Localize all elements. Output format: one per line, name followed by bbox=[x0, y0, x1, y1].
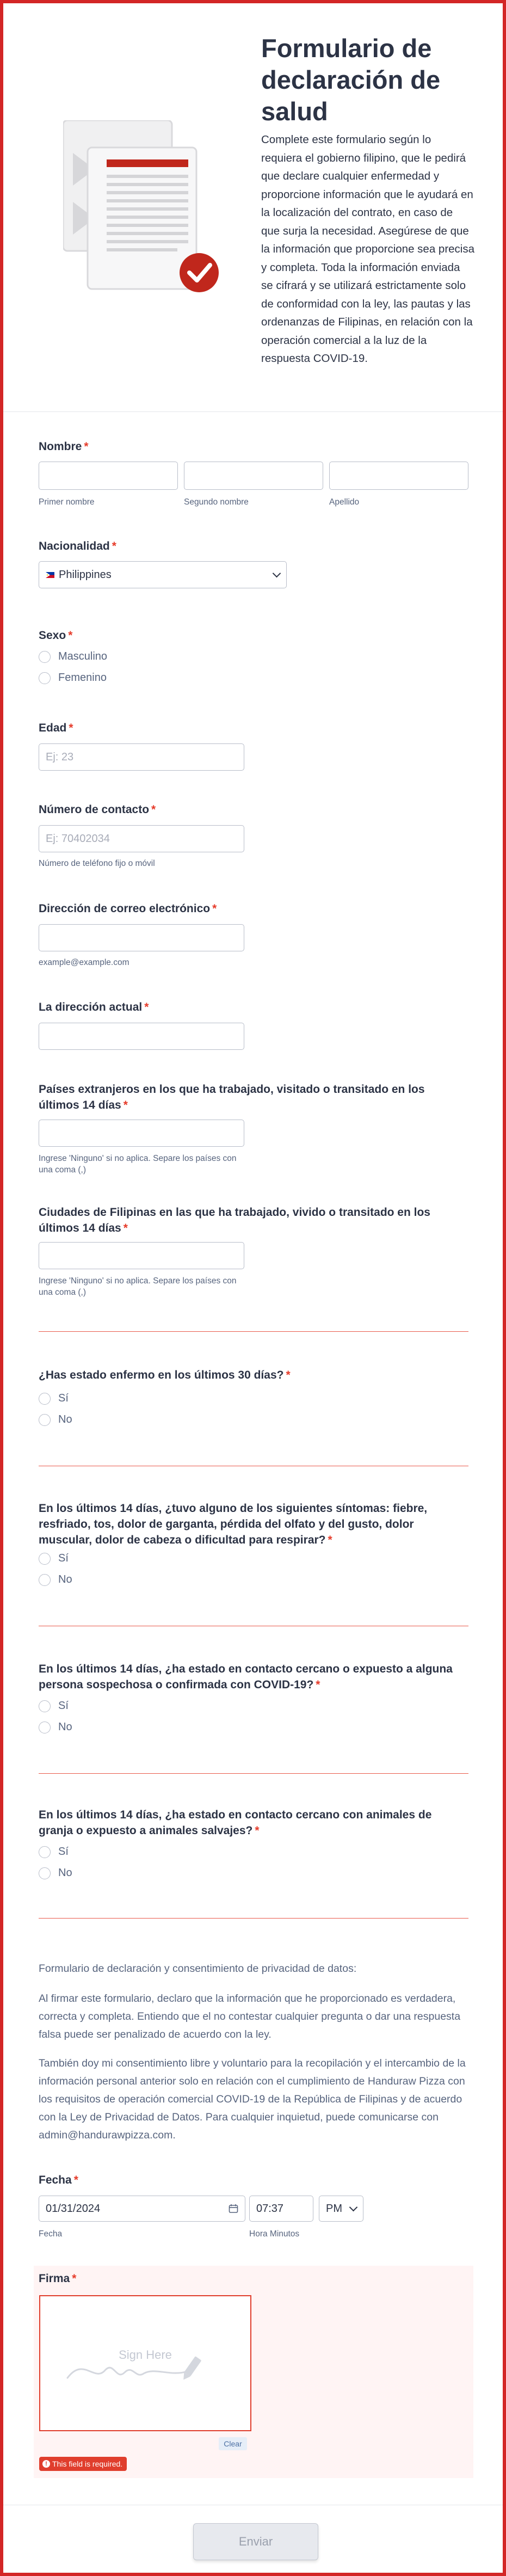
age-label: Edad * bbox=[39, 722, 73, 734]
radio-circle[interactable] bbox=[39, 672, 51, 684]
last-name-input[interactable] bbox=[329, 462, 468, 490]
consent-title: Formulario de declaración y consentimiento de privacidad de datos: bbox=[39, 1963, 357, 1975]
age-input[interactable] bbox=[39, 743, 244, 771]
required-asterisk: * bbox=[84, 440, 89, 453]
address-label: La dirección actual * bbox=[39, 1001, 149, 1013]
last-name-sublabel: Apellido bbox=[329, 497, 360, 507]
symptoms-option-no[interactable]: No bbox=[39, 1573, 72, 1586]
clear-signature-button[interactable]: Clear bbox=[219, 2437, 247, 2450]
radio-circle[interactable] bbox=[39, 1553, 51, 1565]
chevron-down-icon bbox=[349, 2203, 358, 2212]
signature-scribble-icon bbox=[62, 2345, 225, 2389]
signature-pad[interactable] bbox=[39, 2295, 251, 2431]
submit-button[interactable]: Enviar bbox=[193, 2523, 318, 2560]
date-value: 01/31/2024 bbox=[46, 2202, 101, 2215]
signature-label: Firma * bbox=[39, 2272, 77, 2285]
header-text bbox=[261, 33, 474, 368]
time-sublabel: Hora Minutos bbox=[249, 2229, 300, 2239]
radio-circle[interactable] bbox=[39, 1867, 51, 1879]
radio-circle[interactable] bbox=[39, 1846, 51, 1858]
phone-sublabel: Número de teléfono fijo o móvil bbox=[39, 859, 155, 868]
animals-question-label: En los últimos 14 días, ¿ha estado en contacto cercano con animales de granja o expuesto a animales salvajes? * bbox=[39, 1809, 432, 1837]
sick-option-no[interactable]: No bbox=[39, 1413, 72, 1426]
form-title: Formulario de declaración de salud bbox=[261, 34, 441, 126]
symptoms-question-label: En los últimos 14 días, ¿tuvo alguno de los siguientes síntomas: fiebre, resfriado, tos, dolor de garganta, pérdida del olfato y del gusto, dolor muscular, dolor de cabeza o dificultad para respirar? * bbox=[39, 1502, 428, 1546]
nationality-value: Philippines bbox=[59, 568, 112, 581]
cities-sublabel: Ingrese 'Ninguno' si no aplica. Separe los países con una coma (,) bbox=[39, 1276, 237, 1297]
consent-paragraph-2: También doy mi consentimiento libre y voluntario para la recopilación y el intercambio de la información personal anterior solo en relación con el cumplimiento de Handuraw Pizza con los requisitos de operación comercial COVID-19 de la República de Filipinas y de acuerdo con la Ley de Privacidad de Datos. Para cualquier inquietud, puede comunicarse con admin@handurawpizza.com. bbox=[39, 2057, 466, 2141]
separator bbox=[39, 1918, 468, 1919]
first-name-sublabel: Primer nombre bbox=[39, 497, 95, 507]
middle-name-input[interactable] bbox=[184, 462, 323, 490]
error-badge bbox=[39, 2457, 127, 2471]
cities-label: Ciudades de Filipinas en las que ha trabajado, vivido o transitado en los últimos 14 días * bbox=[39, 1206, 430, 1234]
sick-question-label: ¿Has estado enfermo en los últimos 30 días? * bbox=[39, 1369, 291, 1381]
symptoms-option-si[interactable]: Sí bbox=[39, 1552, 69, 1565]
animals-option-si[interactable]: Sí bbox=[39, 1846, 69, 1858]
countries-sublabel: Ingrese 'Ninguno' si no aplica. Separe los países con una coma (,) bbox=[39, 1154, 237, 1175]
nationality-label: Nacionalidad * bbox=[39, 540, 116, 552]
date-input[interactable] bbox=[39, 2196, 245, 2222]
radio-circle[interactable] bbox=[39, 1393, 51, 1405]
email-label: Dirección de correo electrónico * bbox=[39, 902, 217, 915]
separator bbox=[39, 1331, 468, 1332]
radio-circle[interactable] bbox=[39, 1722, 51, 1733]
separator bbox=[39, 1773, 468, 1774]
error-icon: ! bbox=[42, 2460, 50, 2468]
first-name-input[interactable] bbox=[39, 462, 178, 490]
consent-block bbox=[39, 1960, 468, 2144]
address-input[interactable] bbox=[39, 1023, 244, 1050]
countries-label: Países extranjeros en los que ha trabajado, visitado o transitado en los últimos 14 días * bbox=[39, 1083, 425, 1111]
ampm-value: PM bbox=[326, 2202, 342, 2215]
chevron-down-icon bbox=[273, 569, 281, 578]
cities-input[interactable] bbox=[39, 1242, 244, 1269]
email-input[interactable] bbox=[39, 924, 244, 951]
form-description: Complete este formulario según lo requiera el gobierno filipino, que le pedirá que declare cualquier enfermedad y proporcione información que le ayudará en la localización del contrato, en caso de que surja la necesidad. Asegúrese de que la información que proporcione sea precisa y completa. Toda la información enviada se cifrará y se utilizará estrictamente solo de conformidad con la ley, las pautas y las ordenanzas de Filipinas, en relación con la operación comercial a la luz de la respuesta COVID-19. bbox=[261, 133, 475, 365]
radio-circle[interactable] bbox=[39, 1700, 51, 1712]
sex-option-femenino[interactable]: Femenino bbox=[39, 672, 107, 684]
sick-option-si[interactable]: Sí bbox=[39, 1392, 69, 1405]
date-sublabel: Fecha bbox=[39, 2229, 63, 2239]
form-header bbox=[3, 3, 503, 412]
radio-circle[interactable] bbox=[39, 651, 51, 663]
calendar-icon[interactable] bbox=[229, 2204, 238, 2214]
middle-name-sublabel: Segundo nombre bbox=[184, 497, 249, 507]
animals-option-no[interactable]: No bbox=[39, 1867, 72, 1879]
consent-paragraph-1: Al firmar este formulario, declaro que la información que he proporcionado es verdadera, correcta y completa. Entiendo que el no contestar cualquier pregunta o dar una respuesta falsa puede ser penalizado de acuerdo con la ley. bbox=[39, 1993, 461, 2040]
time-input[interactable] bbox=[249, 2196, 313, 2222]
philippines-flag-icon bbox=[46, 572, 54, 578]
phone-input[interactable] bbox=[39, 825, 244, 852]
date-label: Fecha * bbox=[39, 2174, 78, 2186]
radio-circle[interactable] bbox=[39, 1414, 51, 1426]
contact-question-label: En los últimos 14 días, ¿ha estado en contacto cercano o expuesto a alguna persona sospechosa o confirmada con COVID-19? * bbox=[39, 1663, 453, 1691]
nationality-select[interactable] bbox=[39, 561, 287, 588]
radio-circle[interactable] bbox=[39, 1574, 51, 1586]
error-message: This field is required. bbox=[52, 2460, 123, 2468]
name-label: Nombre * bbox=[39, 440, 89, 453]
contact-option-si[interactable]: Sí bbox=[39, 1700, 69, 1712]
time-value: 07:37 bbox=[256, 2202, 284, 2215]
document-check-illustration bbox=[63, 120, 226, 300]
ampm-select[interactable] bbox=[319, 2196, 363, 2222]
email-sublabel: example@example.com bbox=[39, 958, 129, 967]
countries-input[interactable] bbox=[39, 1120, 244, 1147]
contact-option-no[interactable]: No bbox=[39, 1721, 72, 1733]
phone-label: Número de contacto * bbox=[39, 803, 156, 816]
sex-option-masculino[interactable]: Masculino bbox=[39, 650, 107, 663]
sex-label: Sexo * bbox=[39, 629, 73, 642]
sign-here-placeholder: Sign Here bbox=[119, 2348, 172, 2362]
